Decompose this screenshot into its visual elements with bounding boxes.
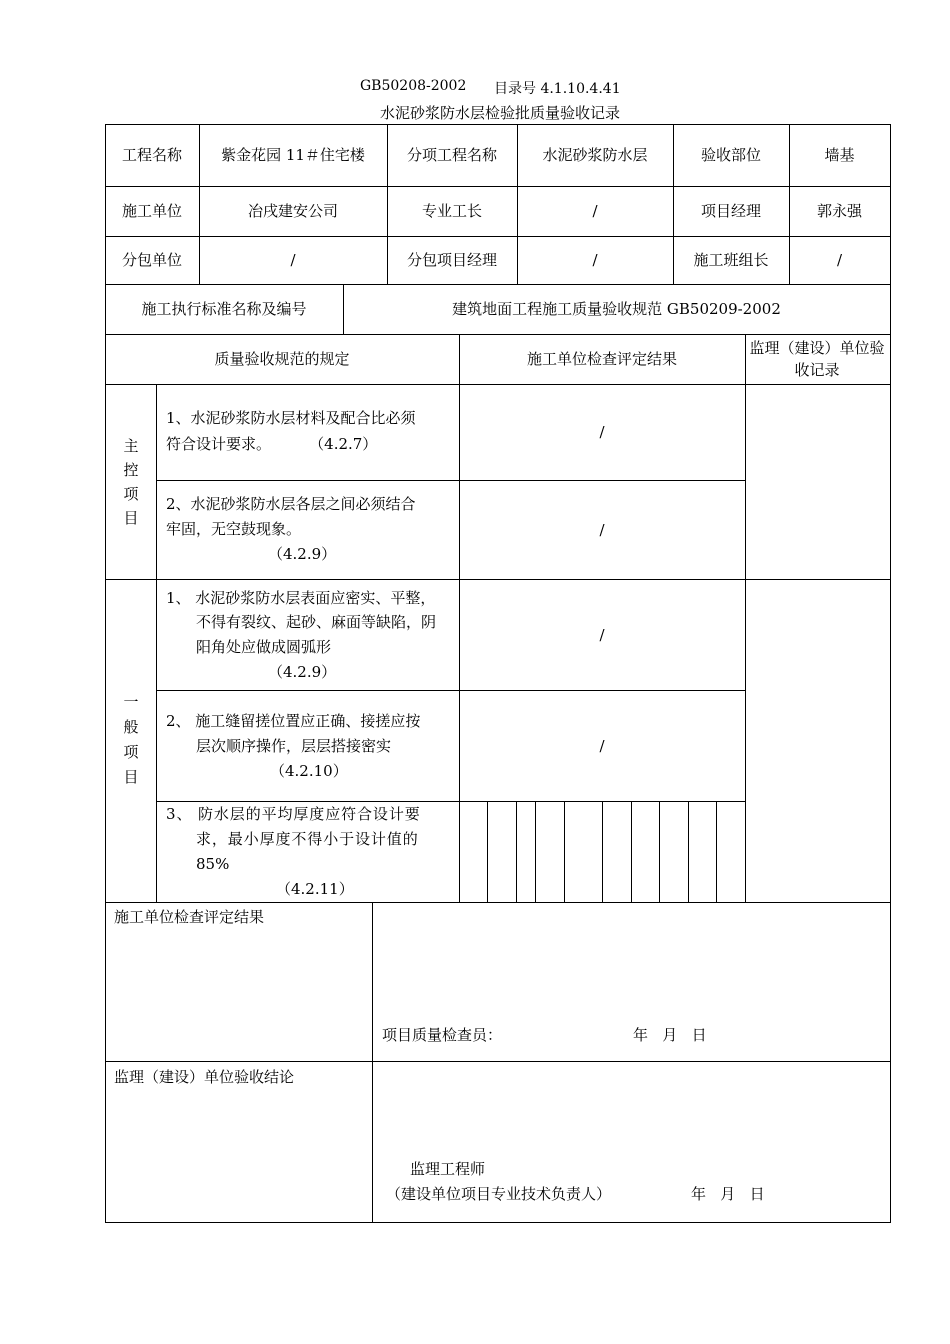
inspect-part-label: 验收部位 — [700, 146, 761, 164]
main-control-result-2: / — [599, 520, 605, 539]
sub-pm-value: / — [592, 251, 598, 269]
thickness-measurement-grid — [459, 801, 745, 902]
page-title: 水泥砂浆防水层检验批质量验收记录 — [379, 104, 620, 122]
general-result-1: / — [599, 625, 605, 644]
supervision-column-header: 监理（建设）单位验收记录 — [749, 339, 885, 379]
contractor-value: 冶戌建安公司 — [247, 202, 338, 220]
team-leader-value: / — [836, 251, 843, 269]
contractor-label: 施工单位 — [121, 202, 182, 220]
inspect-part-value: 墙基 — [824, 146, 855, 164]
standard-label: 施工执行标准名称及编号 — [141, 300, 307, 318]
sub-pm-label: 分包项目经理 — [406, 251, 497, 269]
owner-technical-responsible-label: （建设单位项目专业技术负责人） — [386, 1185, 612, 1203]
project-name-label: 工程名称 — [121, 146, 182, 164]
contractor-result-label: 施工单位检查评定结果 — [114, 908, 265, 926]
sub-project-value: 水泥砂浆防水层 — [542, 146, 648, 164]
standard-value: 建筑地面工程施工质量验收规范 GB50209-2002 — [452, 300, 781, 318]
project-manager-value: 郭永强 — [816, 202, 862, 220]
supervising-engineer-label: 监理工程师 — [410, 1160, 486, 1178]
contractor-result-date: 年 月 日 — [633, 1026, 707, 1044]
foreman-label: 专业工长 — [421, 202, 482, 220]
quality-inspector-label: 项目质量检查员： — [382, 1026, 503, 1044]
project-manager-label: 项目经理 — [700, 202, 761, 220]
team-leader-label: 施工班组长 — [693, 251, 769, 269]
foreman-value: / — [592, 202, 598, 220]
project-name-value: 紫金花园 11＃住宅楼 — [221, 146, 365, 164]
supervision-conclusion-label: 监理（建设）单位验收结论 — [114, 1068, 295, 1086]
subcontractor-value: / — [290, 251, 296, 269]
general-result-2: / — [599, 736, 605, 755]
supervision-date: 年 月 日 — [691, 1185, 765, 1203]
spec-column-header: 质量验收规范的规定 — [214, 350, 350, 368]
standard-code: GB50208-2002 — [360, 78, 467, 94]
sub-project-label: 分项工程名称 — [406, 146, 497, 164]
main-control-result-1: / — [599, 423, 605, 441]
result-column-header: 施工单位检查评定结果 — [526, 350, 677, 368]
catalog-number: 目录号 4.1.10.4.41 — [494, 81, 621, 97]
subcontractor-label: 分包单位 — [121, 251, 182, 269]
